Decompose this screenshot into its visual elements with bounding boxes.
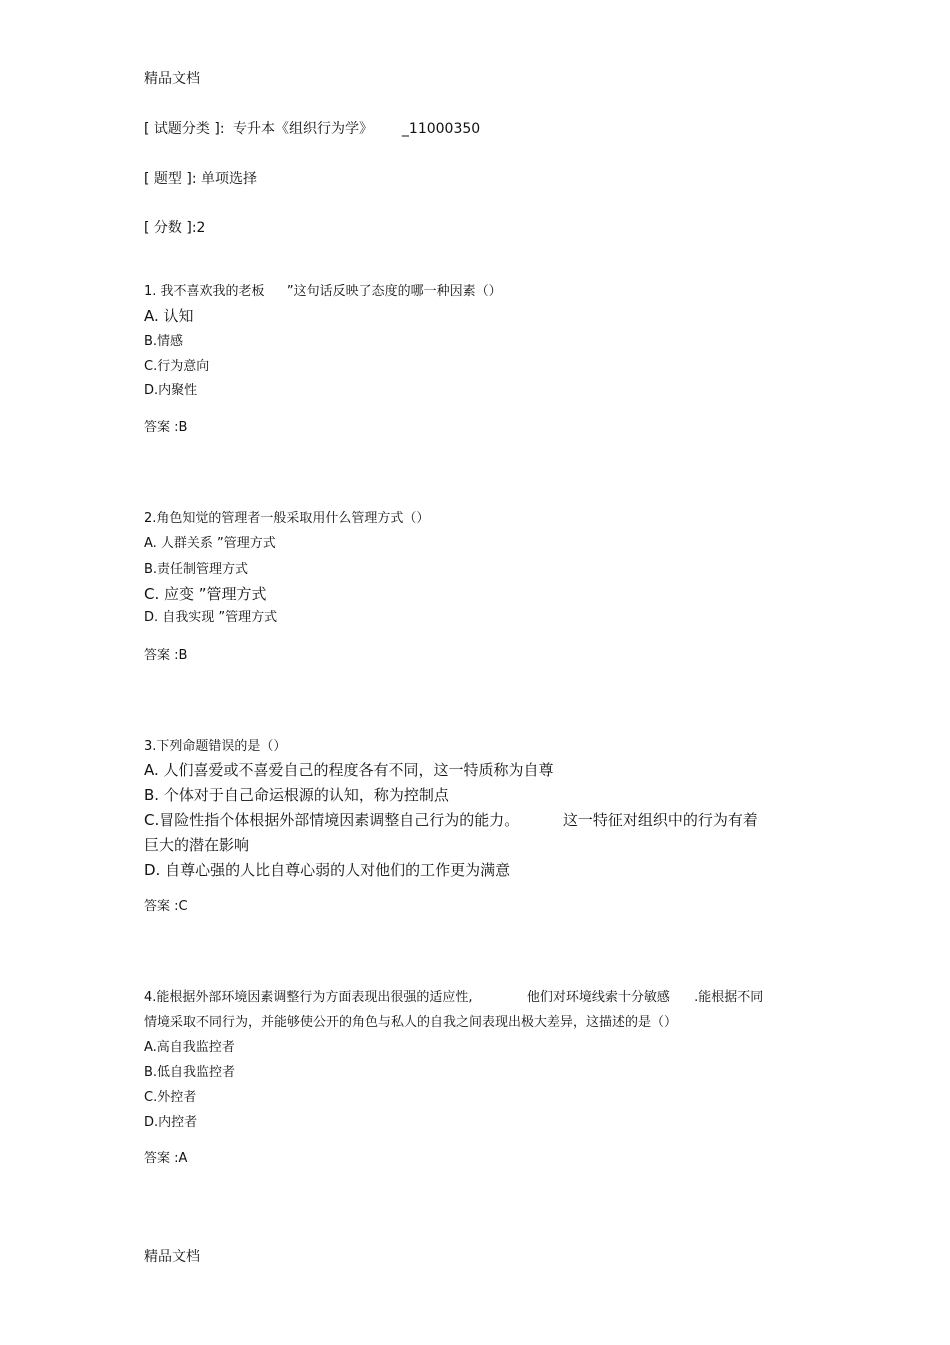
question-1-stem (144, 284, 502, 300)
question-3-option-c-part-a: C.冒险性指个体根据外部情境因素调整自己行为的能力。 (144, 811, 520, 829)
question-1-answer: 答案 :B (144, 420, 188, 435)
question-4-stem-part-a: 4.能根据外部环境因素调整行为方面表现出很强的适应性, (144, 990, 473, 1005)
page-header: 精品文档 (144, 71, 200, 87)
question-2-option-b: B.责任制管理方式 (144, 562, 249, 577)
question-score: [ 分数 ]:2 (144, 220, 206, 236)
question-4-option-b: B.低自我监控者 (144, 1065, 236, 1080)
question-3-option-c-part-b: 这一特征对组织中的行为有着 (562, 811, 758, 829)
question-3-stem: 3.下列命题错误的是（） (144, 739, 287, 754)
question-3-option-b: B. 个体对于自己命运根源的认知，称为控制点 (144, 786, 449, 804)
question-3-option-c (144, 811, 758, 829)
category-value: 专升本《组织行为学》 (233, 121, 373, 137)
question-4-stem-line-2: 情境采取不同行为，并能够使公开的角色与私人的自我之间表现出极大差异，这描述的是（） (144, 1015, 678, 1030)
question-4-option-d: D.内控者 (144, 1115, 198, 1130)
category-code: _11000350 (401, 121, 481, 137)
category-label: [ 试题分类 ]: (144, 121, 225, 137)
question-3-option-c-continued: 巨大的潜在影响 (144, 836, 250, 854)
page-footer: 精品文档 (144, 1249, 200, 1265)
question-4-option-a: A.高自我监控者 (144, 1040, 235, 1055)
question-type: [ 题型 ]: 单项选择 (144, 171, 257, 187)
question-4-stem-part-c: .能根据不同 (694, 990, 764, 1005)
question-1-option-c: C.行为意向 (144, 359, 210, 374)
question-3-option-d: D. 自尊心强的人比自尊心弱的人对他们的工作更为满意 (144, 861, 511, 879)
question-3-option-a: A. 人们喜爱或不喜爱自己的程度各有不同，这一特质称为自尊 (144, 761, 554, 779)
question-4-option-c: C.外控者 (144, 1090, 197, 1105)
question-1-stem-part-b: ”这句话反映了态度的哪一种因素（） (286, 284, 502, 299)
question-1-option-b: B.情感 (144, 334, 184, 349)
question-2-answer: 答案 :B (144, 648, 188, 663)
question-4-answer: 答案 :A (144, 1151, 188, 1166)
question-1-stem-part-a: 1. 我不喜欢我的老板 (144, 284, 265, 299)
question-4-stem-line-1 (144, 990, 763, 1006)
question-1-option-d: D.内聚性 (144, 383, 198, 398)
question-1-option-a: A. 认知 (144, 307, 194, 325)
question-2-option-d: D. 自我实现 ”管理方式 (144, 610, 278, 625)
question-2-option-c: C. 应变 ”管理方式 (144, 585, 267, 603)
question-3-answer: 答案 :C (144, 899, 188, 914)
question-2-stem: 2.角色知觉的管理者一般采取用什么管理方式（） (144, 511, 430, 526)
question-2-option-a: A. 人群关系 ”管理方式 (144, 536, 276, 551)
category-line (144, 121, 480, 137)
question-4-stem-part-b: 他们对环境线索十分敏感 (526, 990, 670, 1005)
